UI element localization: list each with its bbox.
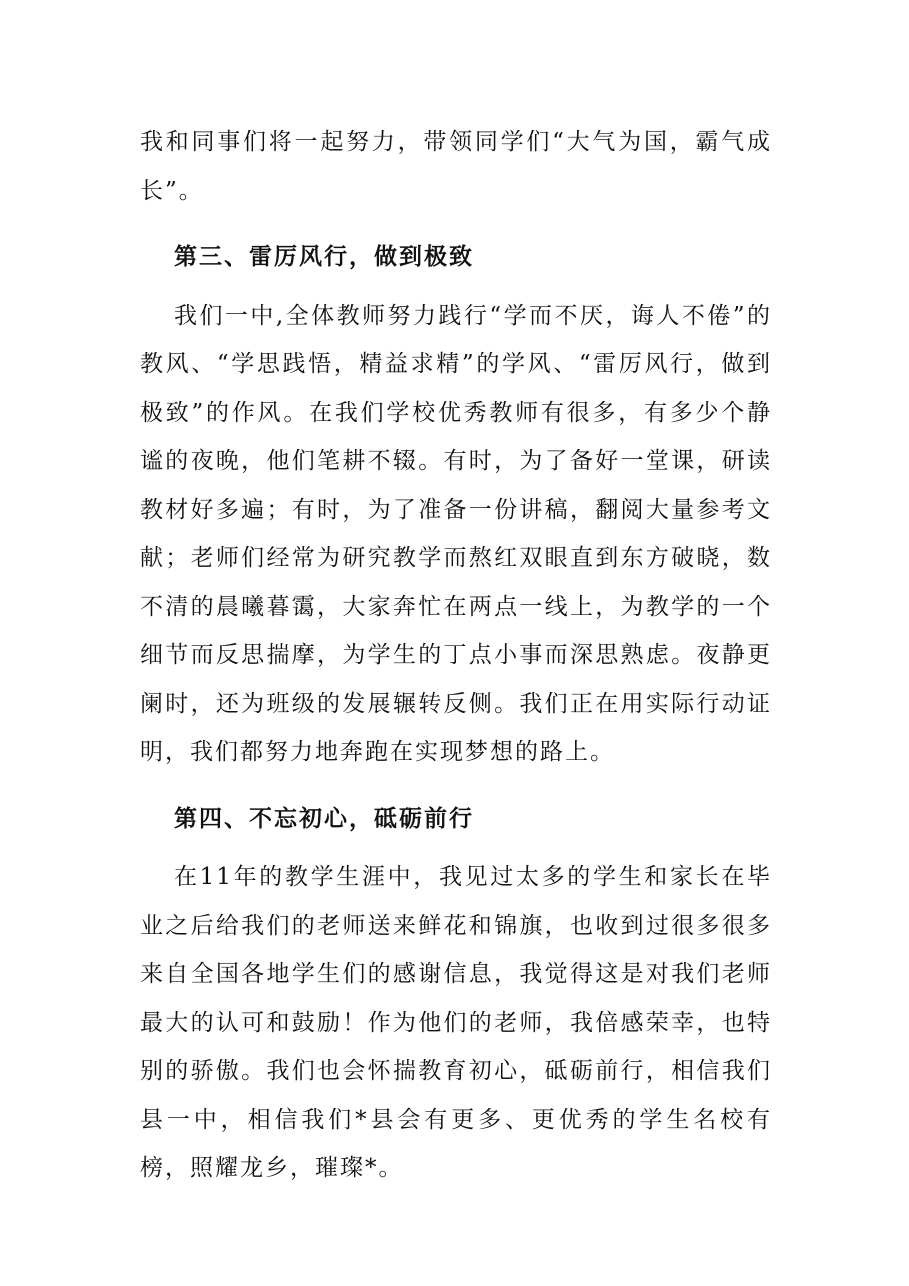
section-3-heading: 第三、雷厉风行，做到极致 xyxy=(174,244,474,270)
document-body xyxy=(140,118,772,1193)
section-3-paragraph: 我们一中,全体教师努力践行“学而不厌，诲人不倦”的教风、“学思践悟，精益求精”的学风、“雷厉风行，做到极致”的作风。在我们学校优秀教师有很多，有多少个静谧的夜晚，他们笔耕不辍。有时，为了备好一堂课，研读教材好多遍；有时，为了准备一份讲稿，翻阅大量参考文献；老师们经常为研究教学而熬红双眼直到东方破晓，数不清的晨曦暮霭，大家奔忙在两点一线上，为教学的一个细节而反思揣摩，为学生的丁点小事而深思熟虑。夜静更阑时，还为班级的发展辗转反侧。我们正在用实际行动证明，我们都努力地奔跑在实现梦想的路上。 xyxy=(140,302,772,765)
intro-paragraph: 我和同事们将一起努力，带领同学们“大气为国，霸气成长”。 xyxy=(140,129,772,204)
section-4-paragraph: 在11年的教学生涯中，我见过太多的学生和家长在毕业之后给我们的老师送来鲜花和锦旗，也收到过很多很多来自全国各地学生们的感谢信息，我觉得这是对我们老师最大的认可和鼓励！作为他们的老师，我倍感荣幸，也特别的骄傲。我们也会怀揣教育初心，砥砺前行，相信我们县一中，相信我们*县会有更多、更优秀的学生名校有榜，照耀龙乡，璀璨*。 xyxy=(140,864,772,1181)
section-4-heading: 第四、不忘初心，砥砺前行 xyxy=(174,805,474,832)
